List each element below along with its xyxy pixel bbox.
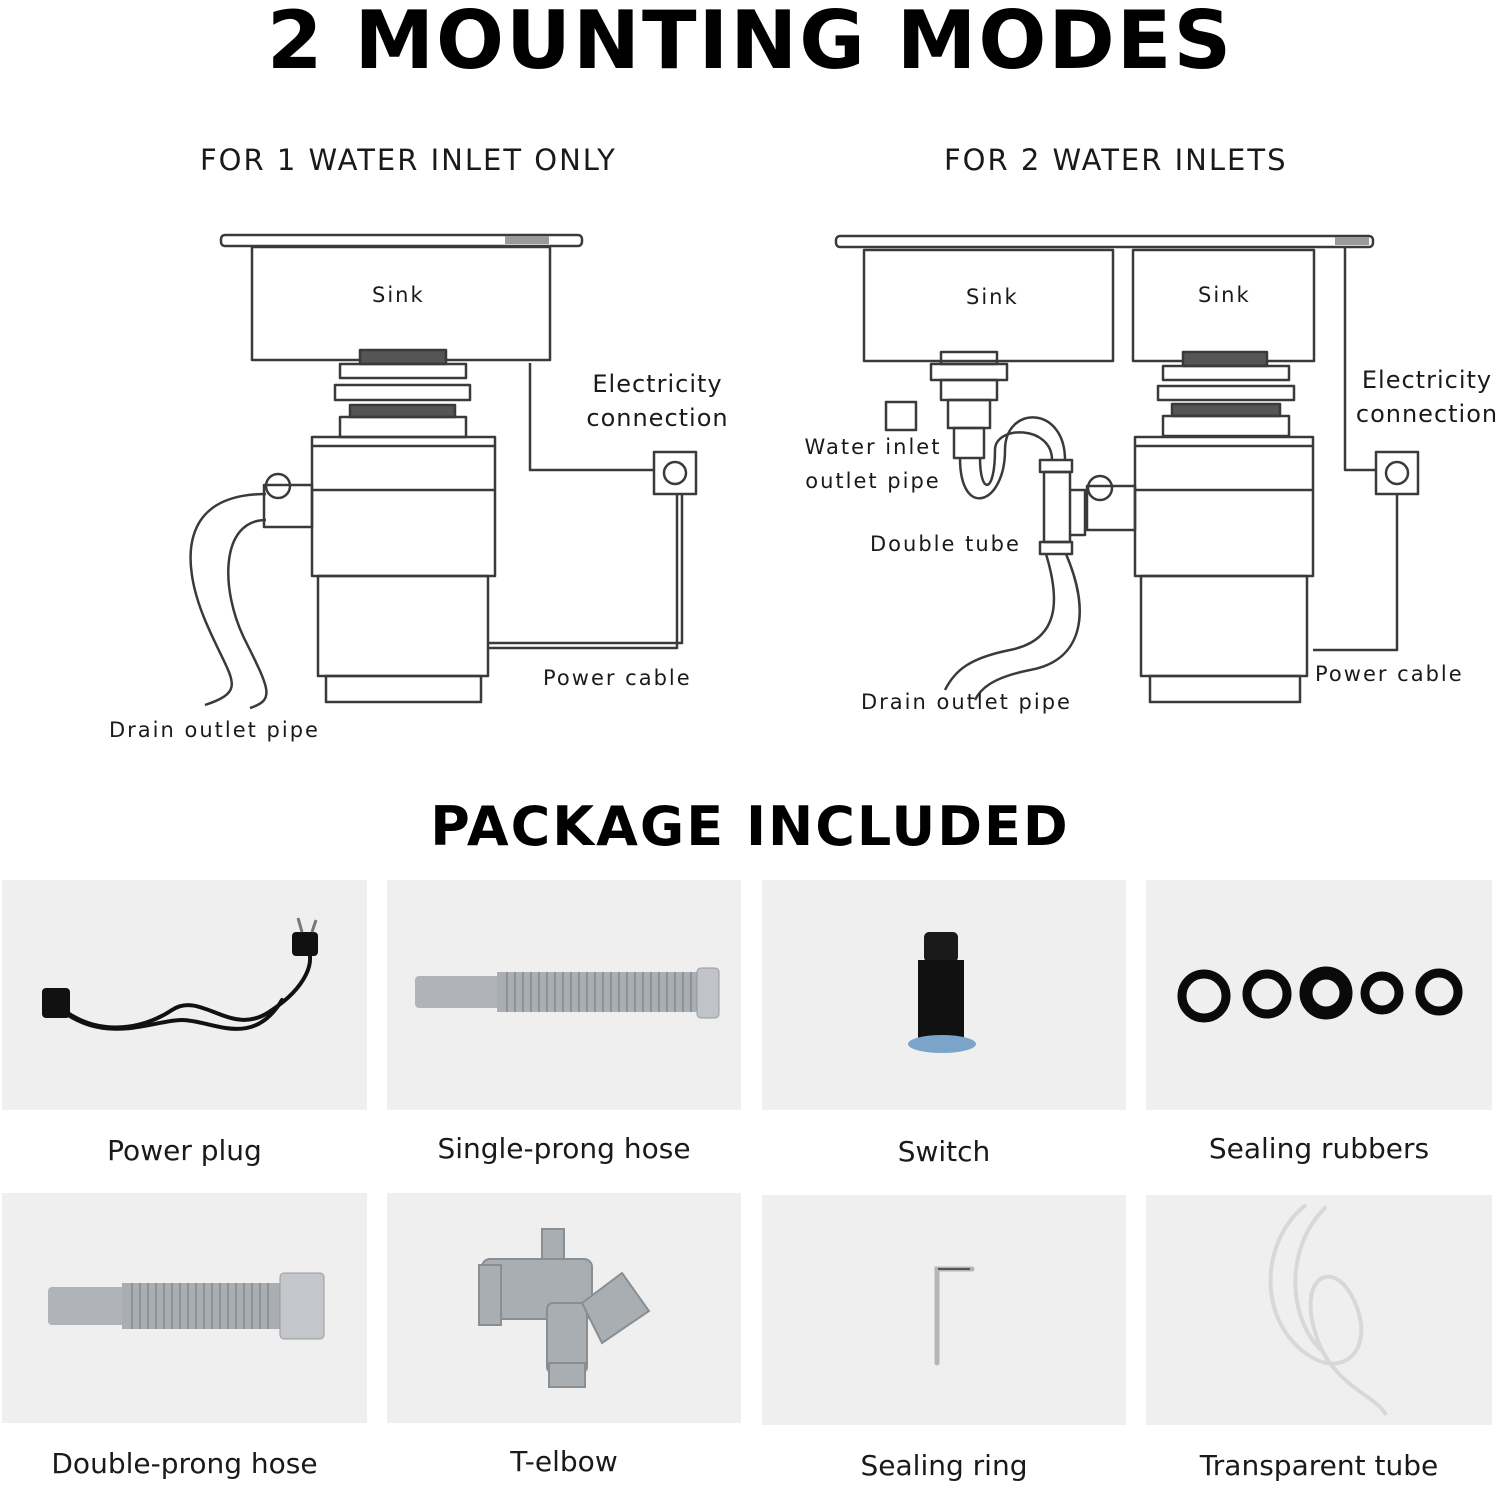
right-sink-2-label: Sink: [1198, 283, 1251, 307]
package-item-caption: Double-prong hose: [51, 1447, 318, 1480]
package-item-caption: Sealing ring: [860, 1449, 1028, 1482]
power-plug-icon: [2, 880, 367, 1110]
transparent-tube-icon: [1146, 1195, 1492, 1425]
left-sink-label: Sink: [372, 283, 425, 307]
right-electricity-label: Electricity connection: [1355, 366, 1499, 428]
switch-tile: [762, 880, 1126, 1110]
switch-icon: [762, 880, 1126, 1110]
power-plug-tile: [2, 880, 367, 1110]
single-prong-hose-tile: [387, 880, 741, 1110]
right-power-cable-label: Power cable: [1315, 662, 1464, 686]
left-electricity-label: Electricity connection: [586, 370, 729, 432]
left-diagram-heading: FOR 1 WATER INLET ONLY: [200, 143, 617, 177]
right-diagram-heading: FOR 2 WATER INLETS: [944, 143, 1288, 177]
right-sink-1-label: Sink: [966, 285, 1019, 309]
transparent-tube-tile: [1146, 1195, 1492, 1425]
package-item-caption: Power plug: [107, 1134, 262, 1167]
double-tube-label: Double tube: [870, 532, 1021, 556]
sealing-ring-tile: [762, 1195, 1126, 1425]
package-title: PACKAGE INCLUDED: [430, 795, 1070, 858]
package-item-caption: Single-prong hose: [437, 1132, 691, 1165]
package-item-caption: T-elbow: [510, 1445, 618, 1478]
water-inlet-label: Water inlet outlet pipe: [804, 435, 942, 493]
left-power-cable-label: Power cable: [543, 666, 692, 690]
page-title: 2 MOUNTING MODES: [266, 0, 1234, 87]
allen-key-icon: [762, 1195, 1126, 1425]
t-elbow-icon: [387, 1193, 741, 1423]
double-prong-hose-tile: [2, 1193, 367, 1423]
package-item-caption: Sealing rubbers: [1208, 1132, 1430, 1165]
left-drain-label: Drain outlet pipe: [109, 718, 320, 742]
single-prong-hose-icon: [387, 880, 741, 1110]
sealing-rubbers-tile: [1146, 880, 1492, 1110]
double-prong-hose-icon: [2, 1193, 367, 1423]
right-drain-label: Drain outlet pipe: [861, 690, 1072, 714]
sealing-rubbers-icon: [1146, 880, 1492, 1110]
t-elbow-tile: [387, 1193, 741, 1423]
package-item-caption: Switch: [897, 1135, 991, 1168]
package-item-caption: Transparent tube: [1199, 1449, 1439, 1482]
